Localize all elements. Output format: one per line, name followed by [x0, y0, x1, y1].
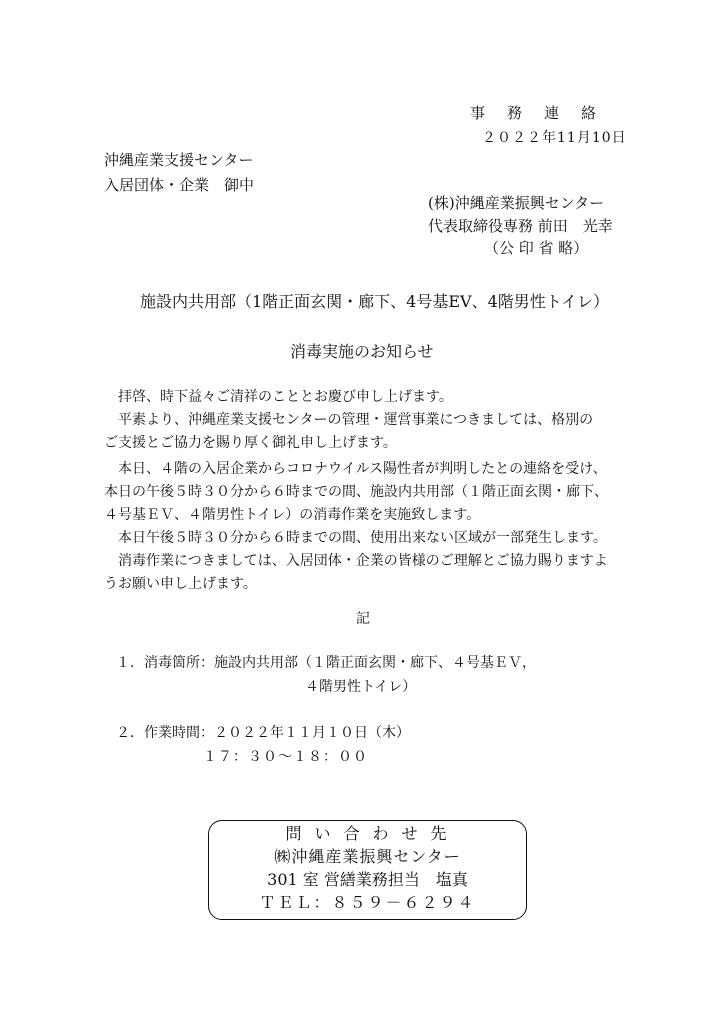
contact-organization: ㈱沖縄産業振興センター: [274, 847, 461, 866]
addressee-line-1: 沖縄産業支援センター: [104, 151, 254, 169]
document-date: ２０２２年11月10日: [482, 130, 627, 146]
body-paragraph-line: 本日午後５時３０分から６時までの間、使用出来ない区域が一部発生します。: [104, 530, 607, 546]
contact-person: 301 室 営繕業務担当 塩真: [267, 870, 468, 889]
notice-title-line-1: 施設内共用部（1階正面玄関・廊下、4号基EV、4階男性トイレ）: [140, 292, 609, 311]
notice-title-line-2: 消毒実施のお知らせ: [290, 342, 434, 361]
sender-organization: (株)沖縄産業振興センター: [428, 194, 605, 212]
contact-title: 問い合わせ先: [285, 824, 460, 843]
body-paragraph-line: 平素より、沖縄産業支援センターの管理・運営事業につきましては、格別の: [104, 412, 594, 428]
ki-heading: 記: [356, 611, 370, 627]
body-paragraph-line: ご支援とご協力を賜り厚く御礼申し上げます。: [104, 435, 397, 451]
body-paragraph-line: 消毒作業につきましては、入居団体・企業の皆様のご理解とご協力賜りますよ: [104, 553, 608, 569]
body-paragraph-line: ４号基ＥＶ、４階男性トイレ）の消毒作業を実施致します。: [104, 507, 481, 523]
contact-phone: ＴＥＬ：８５９－６２９４: [259, 893, 476, 912]
body-paragraph-line: 本日、４階の入居企業からコロナウイルス陽性者が判明したとの連絡を受け、: [104, 461, 607, 477]
contact-box: [208, 820, 527, 920]
item-disinfection-location-continued: ４階男性トイレ）: [305, 679, 417, 695]
sender-representative: 代表取締役専務 前田 光幸: [428, 217, 613, 235]
body-paragraph-line: 拝啓、時下益々ご清祥のこととお慶び申し上げます。: [104, 389, 453, 405]
seal-omitted-note: （公 印 省 略）: [484, 239, 589, 257]
body-paragraph-line: 本日の午後５時３０分から６時までの間、施設内共用部（１階正面玄関・廊下、: [104, 484, 608, 500]
document-type-label: 事務連絡: [470, 104, 619, 122]
body-paragraph-line: うお願い申し上げます。: [104, 576, 257, 592]
item-work-time: １７：３０～１８：００: [203, 749, 368, 765]
addressee-line-2: 入居団体・企業 御中: [104, 176, 255, 194]
item-work-date: ２．作業時間：２０２２年１１月１０日（木）: [116, 725, 410, 741]
item-disinfection-location: １．消毒箇所：施設内共用部（１階正面玄関・廊下、４号基ＥＶ，: [116, 655, 536, 671]
